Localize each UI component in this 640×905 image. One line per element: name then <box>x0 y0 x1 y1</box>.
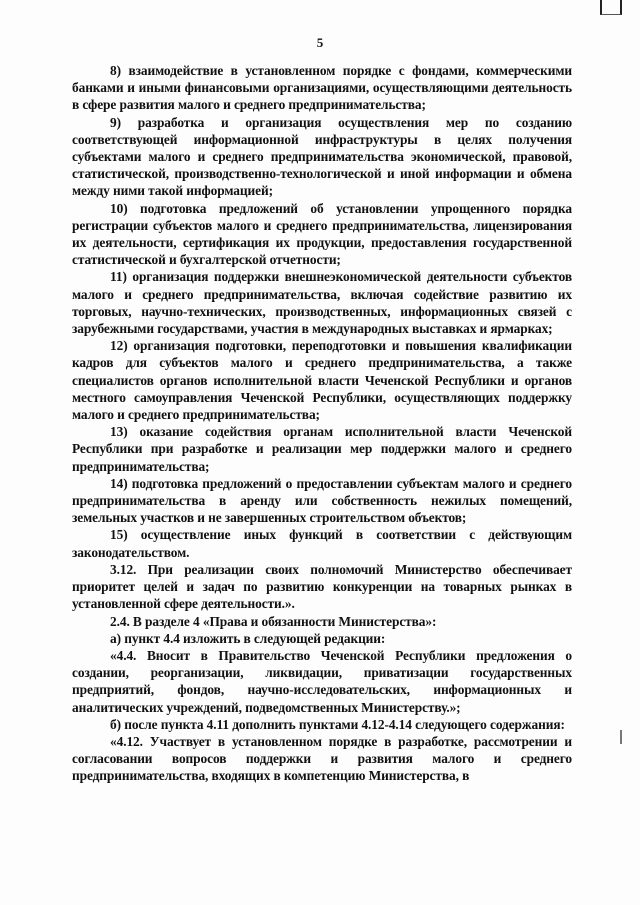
paragraph-item-11: 11) организация поддержки внешнеэкономической деятельности субъектов малого и среднего предпринимательства, включая содействие развитию их торговых, научно-технических, производственных, информационных связей с зарубежными государствами, участия в международных выставках и ярмарках; <box>72 269 572 337</box>
paragraph-subitem-a: а) пункт 4.4 изложить в следующей редакции: <box>110 630 386 646</box>
paragraph-item-12: 12) организация подготовки, переподготовки и повышения квалификации кадров для субъектов малого и среднего предпринимательства, а также специалистов органов исполнительной власти Чеченской Республики и органов местного самоуправления Чеченской Республики, осуществляющих поддержку малого и среднего предпринимательства; <box>72 338 572 423</box>
paragraph-quote-4-12: «4.12. Участвует в установленном порядке в разработке, рассмотрении и согласовании вопросов поддержки и развития малого и среднего предпринимательства, входящих в компетенцию Министерства, в <box>72 733 572 784</box>
paragraph-subitem-b: б) после пункта 4.11 дополнить пунктами 4.12-4.14 следующего содержания: <box>110 716 565 732</box>
paragraph-section-2-4: 2.4. В разделе 4 «Права и обязанности Министерства»: <box>110 613 437 629</box>
paragraph-item-9: 9) разработка и организация осуществления мер по созданию соответствующей информационной инфраструктуры в целях получения субъектами малого и среднего предпринимательства экономической, правовой, статистической, производственно-технологической и иной информации и обмена между ними такой информацией; <box>72 114 572 199</box>
scan-edge-mark <box>620 730 622 744</box>
paragraph-item-10: 10) подготовка предложений об установлении упрощенного порядка регистрации субъектов малого и среднего предпринимательства, лицензирования их деятельности, сертификация их продукции, предоставления государственной статистической и бухгалтерской отчетности; <box>72 200 572 268</box>
paragraph-item-15: 15) осуществление иных функций в соответствии с действующим законодательством. <box>72 527 572 560</box>
paragraph-section-3-12: 3.12. При реализации своих полномочий Министерство обеспечивает приоритет целей и задач по развитию конкуренции на товарных рынках в установленной сфере деятельности.». <box>72 561 572 612</box>
document-body <box>72 62 572 785</box>
paragraph-item-8: 8) взаимодействие в установленном порядке с фондами, коммерческими банками и иными финансовыми организациями, осуществляющими деятельность в сфере развития малого и среднего предпринимательства; <box>72 63 572 113</box>
scan-corner-mark <box>600 0 622 15</box>
paragraph-item-13: 13) оказание содействия органам исполнительной власти Чеченской Республики при разработке и реализации мер поддержки малого и среднего предпринимательства; <box>72 424 572 474</box>
paragraph-item-14: 14) подготовка предложений о предоставлении субъектам малого и среднего предпринимательства в аренду или собственность нежилых помещений, земельных участков и не завершенных строительством объектов; <box>72 475 572 526</box>
paragraph-quote-4-4: «4.4. Вносит в Правительство Чеченской Республики предложения о создании, реорганизации, ликвидации, приватизации государственных предприятий, фондов, научно-исследовательских, информационных и аналитических учреждений, подведомственных Министерству.»; <box>72 647 572 715</box>
page-number: 5 <box>316 35 324 50</box>
